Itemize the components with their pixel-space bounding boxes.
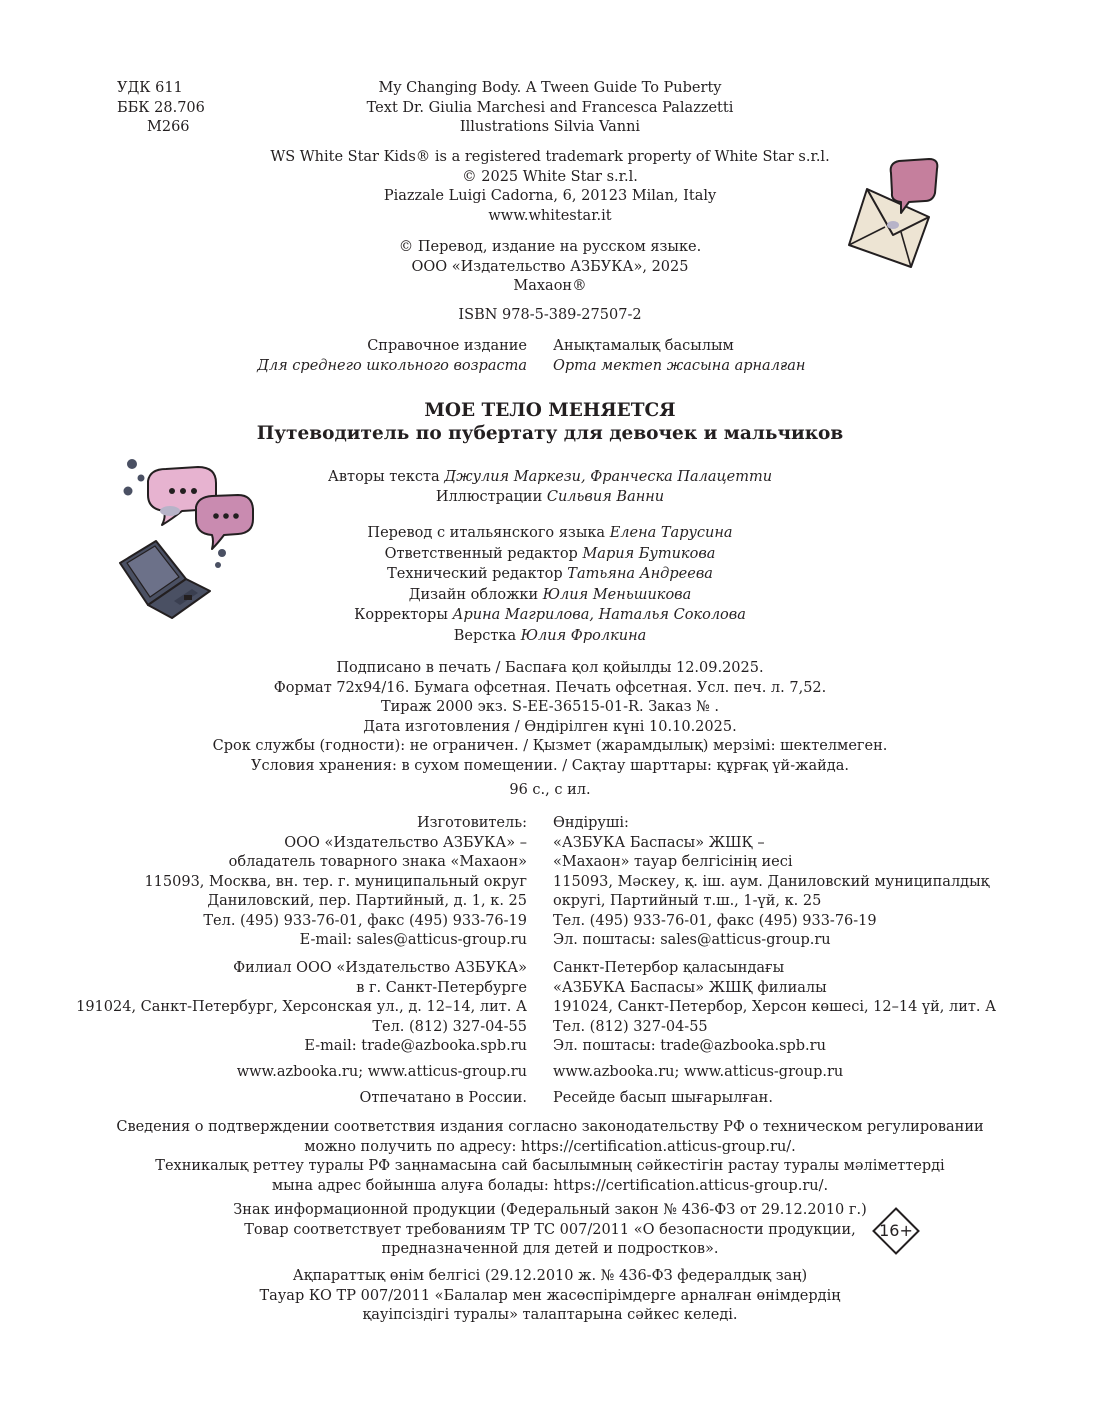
printed-in-ru: Отпечатано в России. bbox=[359, 1090, 527, 1106]
original-edition-credits bbox=[0, 79, 1100, 138]
info-sign-line: Тауар КО ТР 007/2011 «Балалар мен жасөспірімдерге арналған өнімдердің bbox=[259, 1287, 841, 1304]
manufacturer-kz-line: «Махаон» тауар белгісінің иесі bbox=[553, 854, 793, 870]
manufacturer-kz-line: «АЗБУКА Баспасы» ЖШҚ – bbox=[553, 834, 765, 851]
manufacturer-kz-line: 115093, Мәскеу, қ. іш. аум. Даниловский муниципалдық bbox=[553, 873, 990, 890]
certification-info bbox=[0, 1118, 1100, 1196]
publisher-website: www.whitestar.it bbox=[488, 207, 612, 224]
info-sign-kz bbox=[0, 1267, 1100, 1326]
edition-type-ru: Справочное издание bbox=[367, 338, 527, 354]
manufacturer-ru-line: Тел. (495) 933-76-01, факс (495) 933-76-19 bbox=[203, 912, 527, 929]
author-mark: М266 bbox=[147, 119, 190, 136]
print-info-line: Дата изготовления / Өндірілген күні 10.10.2025. bbox=[363, 718, 737, 735]
info-sign-line: Товар соответствует требованиям ТР ТС 007/2011 «О безопасности продукции, bbox=[244, 1221, 856, 1238]
credit-row: Дизайн обложки Юлия Меньшикова bbox=[408, 586, 692, 603]
print-info-line: Условия хранения: в сухом помещении. / Сақтау шарттары: құрғақ үй-жайда. bbox=[251, 757, 849, 774]
credit-row: Корректоры Арина Магрилова, Наталья Соколова bbox=[354, 607, 746, 623]
print-info-line: Срок службы (годности): не ограничен. / Қызмет (жарамдылық) мерзімі: шектелмеген. bbox=[212, 738, 888, 755]
certification-line: мына адрес бойынша алуға болады: https://certification.atticus-group.ru/. bbox=[271, 1177, 829, 1194]
manufacturer-kz-line: округі, Партийный т.ш., 1-үй, к. 25 bbox=[553, 893, 822, 909]
copyright-notice: © 2025 White Star s.r.l. bbox=[462, 168, 638, 185]
credit-row: Перевод с итальянского языка Елена Тарусина bbox=[367, 525, 733, 541]
info-sign-ru bbox=[0, 1201, 1100, 1260]
manufacturer-ru-line: 115093, Москва, вн. тер. г. муниципальный округ bbox=[144, 873, 527, 890]
manufacturer-kz-line: Өндіруші: bbox=[553, 815, 629, 831]
book-title bbox=[0, 399, 1100, 445]
envelope-with-chat-bubble-icon bbox=[845, 155, 945, 270]
credit-row: Технический редактор Татьяна Андреева bbox=[387, 566, 713, 582]
book-subtitle: Путеводитель по пубертату для девочек и мальчиков bbox=[256, 423, 844, 444]
text-authors-names: Джулия Маркези, Франческа Палацетти bbox=[444, 469, 773, 485]
manufacturer-ru-line: Даниловский, пер. Партийный, д. 1, к. 25 bbox=[207, 893, 527, 909]
branch-ru-line: Филиал ООО «Издательство АЗБУКА» bbox=[233, 960, 527, 976]
credit-row: Верстка Юлия Фролкина bbox=[453, 627, 647, 644]
manufacturer-ru-line: ООО «Издательство АЗБУКА» – bbox=[284, 834, 527, 851]
print-info-line: Формат 72x94/16. Бумага офсетная. Печать офсетная. Усл. печ. л. 7,52. bbox=[273, 679, 827, 696]
info-sign-line: Знак информационной продукции (Федеральный закон № 436-ФЗ от 29.12.2010 г.) bbox=[233, 1202, 867, 1218]
certification-line: Сведения о подтверждении соответствия издания согласно законодательству РФ о техническом регулировании bbox=[116, 1119, 984, 1135]
illustrator-name: Сильвия Ванни bbox=[546, 488, 665, 505]
certification-line: Техникалық реттеу туралы РФ заңнамасына сай басылымның сәйкестігін растау туралы мәліметтерді bbox=[155, 1158, 945, 1175]
text-authors-label: Авторы текста bbox=[327, 469, 445, 485]
print-info-line: Тираж 2000 экз. S-EE-36515-01-R. Заказ № . bbox=[380, 699, 720, 716]
bbk-code: ББК 28.706 bbox=[117, 99, 205, 116]
age-rating: 16+ bbox=[879, 1221, 913, 1241]
trademark-notice: WS White Star Kids® is a registered trademark property of White Star s.r.l. bbox=[270, 149, 830, 165]
manufacturer-kz-email[interactable]: Эл. поштасы: sales@atticus-group.ru bbox=[553, 932, 831, 948]
publisher-address: Piazzale Luigi Cadorna, 6, 20123 Milan, Italy bbox=[383, 188, 717, 205]
translation-rights-line: © Перевод, издание на русском языке. bbox=[398, 239, 702, 255]
age-group-kz: Орта мектеп жасына арналған bbox=[553, 358, 806, 374]
websites-kz[interactable]: www.azbooka.ru; www.atticus-group.ru bbox=[553, 1064, 844, 1080]
manufacturer-ru-line: Изготовитель: bbox=[416, 815, 527, 831]
credit-row: Ответственный редактор Мария Бутикова bbox=[384, 545, 716, 562]
translation-rights-line: ООО «Издательство АЗБУКА», 2025 bbox=[411, 258, 689, 275]
branch-ru-email[interactable]: E-mail: trade@azbooka.spb.ru bbox=[304, 1038, 527, 1054]
original-title: My Changing Body. A Tween Guide To Puberty bbox=[378, 80, 722, 96]
translation-rights-line: Махаон® bbox=[513, 278, 587, 295]
certification-line: можно получить по адресу: https://certification.atticus-group.ru/. bbox=[304, 1138, 796, 1155]
illustrator-label: Иллюстрации bbox=[435, 488, 547, 505]
udk-code: УДК 611 bbox=[117, 80, 183, 96]
print-info-line: Подписано в печать / Баспаға қол қойылды 12.09.2025. bbox=[336, 660, 764, 676]
info-sign-line: предназначенной для детей и подростков». bbox=[381, 1241, 719, 1258]
chat-bubbles-and-laptop-icon bbox=[112, 455, 262, 620]
original-text-credit: Text Dr. Giulia Marchesi and Francesca Palazzetti bbox=[366, 99, 734, 116]
branch-ru-line: 191024, Санкт-Петербург, Херсонская ул., д. 12–14, лит. А bbox=[76, 999, 527, 1015]
isbn: ISBN 978-5-389-27507-2 bbox=[458, 307, 642, 323]
branch-kz-line: Санкт-Петербор қаласындағы bbox=[553, 960, 785, 976]
manufacturer-kz-line: Тел. (495) 933-76-01, факс (495) 933-76-19 bbox=[553, 912, 877, 929]
branch-kz-email[interactable]: Эл. поштасы: trade@azbooka.spb.ru bbox=[553, 1038, 826, 1054]
page-count: 96 с., с ил. bbox=[509, 782, 591, 798]
age-group-ru: Для среднего школьного возраста bbox=[257, 358, 527, 374]
branch-ru-line: Тел. (812) 327-04-55 bbox=[372, 1018, 527, 1035]
branch-kz-line: «АЗБУКА Баспасы» ЖШҚ филиалы bbox=[553, 979, 827, 996]
branch-kz-line: 191024, Санкт-Петербор, Херсон көшесі, 12–14 үй, лит. А bbox=[553, 999, 997, 1015]
book-title-main: МОЕ ТЕЛО МЕНЯЕТСЯ bbox=[424, 400, 676, 421]
printed-in-kz: Ресейде басып шығарылған. bbox=[553, 1090, 773, 1106]
branch-kz-line: Тел. (812) 327-04-55 bbox=[553, 1018, 708, 1035]
edition-type-kz: Анықтамалық басылым bbox=[553, 338, 734, 354]
branch-ru-line: в г. Санкт-Петербурге bbox=[356, 979, 527, 996]
websites-ru[interactable]: www.azbooka.ru; www.atticus-group.ru bbox=[236, 1064, 527, 1080]
info-sign-line: қауіпсіздігі туралы» талаптарына сәйкес келеді. bbox=[362, 1307, 738, 1324]
print-info bbox=[0, 659, 1100, 777]
manufacturer-ru-line: обладатель товарного знака «Махаон» bbox=[228, 854, 527, 870]
manufacturer-ru-email[interactable]: E-mail: sales@atticus-group.ru bbox=[299, 932, 527, 948]
info-sign-line: Ақпараттық өнім белгісі (29.12.2010 ж. № 436-ФЗ федералдық заң) bbox=[292, 1268, 808, 1284]
original-illustrations-credit: Illustrations Silvia Vanni bbox=[459, 119, 641, 136]
